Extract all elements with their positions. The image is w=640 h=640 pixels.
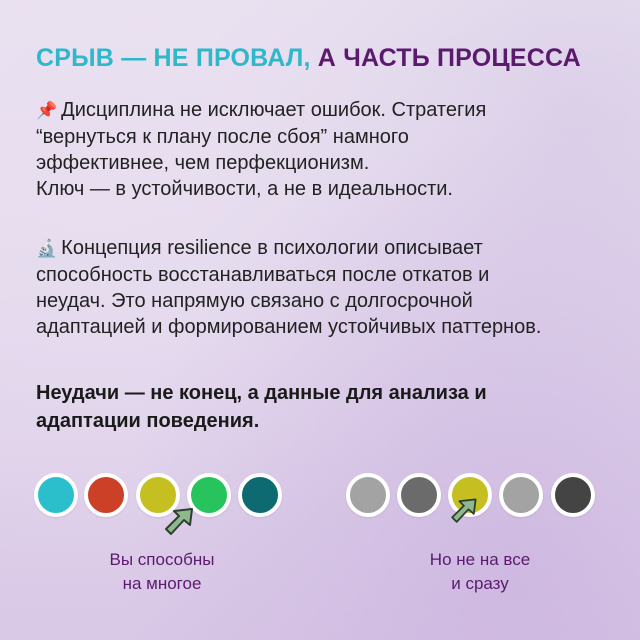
color-dot-light-gray: [346, 473, 390, 517]
conclusion-line-1: Неудачи — не конец, а данные для анализа и: [36, 382, 487, 404]
paragraph-1-line-1: Дисциплина не исключает ошибок. Стратегия: [61, 99, 487, 121]
pushpin-icon: 📌: [36, 101, 58, 121]
color-dot-gray: [397, 473, 441, 517]
pointer-arrow-icon: [158, 503, 198, 543]
conclusion-text: [36, 379, 616, 435]
color-dot-red: [84, 473, 128, 517]
page-title: [36, 44, 616, 73]
paragraph-1-line-3: эффективнее, чем перфекционизм.: [36, 152, 370, 174]
paragraph-2-line-4: адаптацией и формированием устойчивых паттернов.: [36, 316, 542, 338]
paragraph-2-line-3: неудач. Это напрямую связано с долгосрочной: [36, 290, 473, 312]
title-part-2: А ЧАСТЬ ПРОЦЕССА: [317, 44, 581, 72]
caption-right-line-2: и сразу: [451, 574, 509, 593]
paragraph-1-line-4: Ключ — в устойчивости, а не в идеальности.: [36, 178, 453, 200]
title-part-1: СРЫВ — НЕ ПРОВАЛ,: [36, 44, 311, 72]
paragraph-2-line-1: Концепция resilience в психологии описывает: [61, 237, 483, 259]
color-dot-light-gray-2: [499, 473, 543, 517]
pointer-arrow-icon-right: [445, 494, 481, 530]
paragraph-2-line-2: способность восстанавливаться после откатов и: [36, 264, 490, 286]
color-dot-dark-teal: [238, 473, 282, 517]
microscope-icon: 🔬: [36, 239, 58, 259]
caption-right: [410, 548, 550, 596]
caption-left-line-2: на многое: [122, 574, 202, 593]
paragraph-discipline: [36, 97, 616, 202]
color-dot-teal: [34, 473, 78, 517]
caption-left: [92, 548, 232, 596]
paragraph-resilience: [36, 235, 616, 340]
paragraph-1-line-2: “вернуться к плану после сбоя” намного: [36, 126, 409, 148]
caption-left-line-1: Вы способны: [109, 550, 215, 569]
conclusion-line-2: адаптации поведения.: [36, 410, 260, 432]
caption-right-line-1: Но не на все: [429, 550, 531, 569]
color-dot-charcoal: [551, 473, 595, 517]
